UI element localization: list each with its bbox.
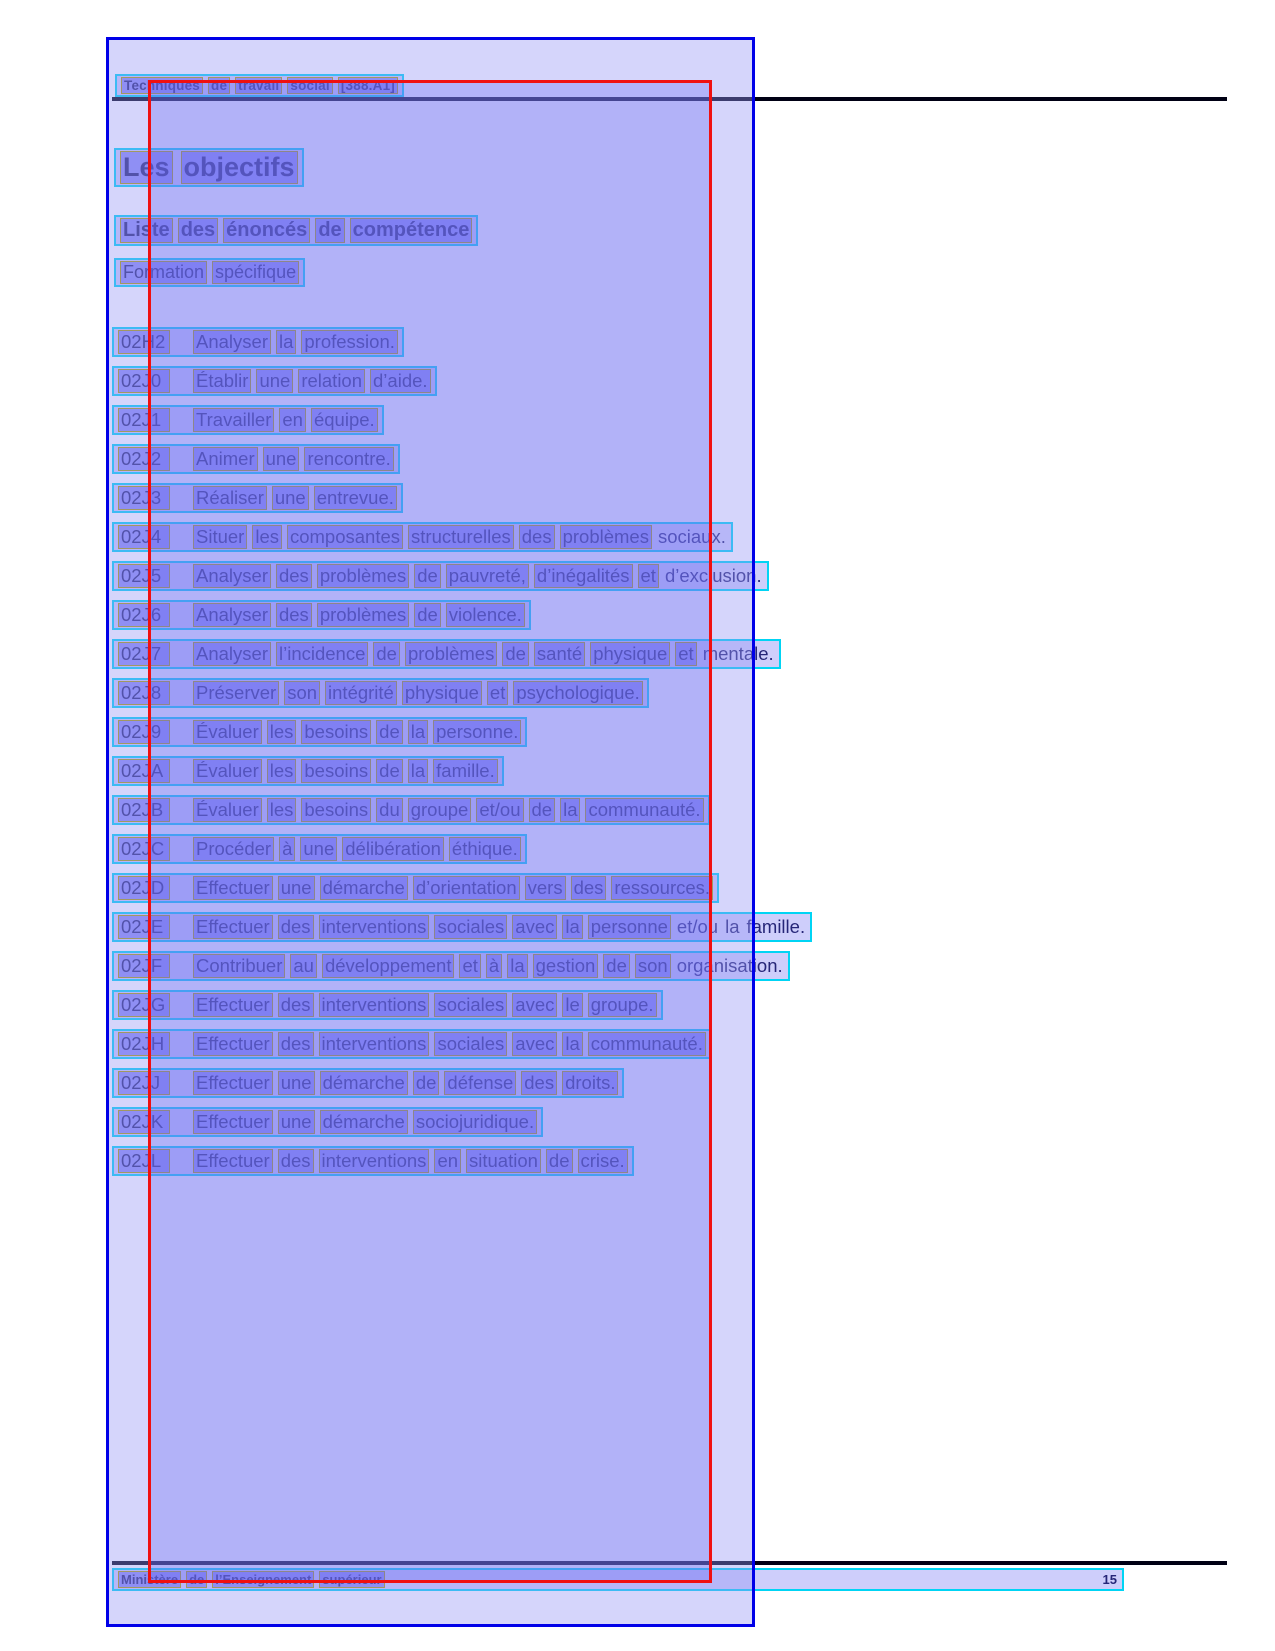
ocr-word-box: l’Enseignement — [212, 1571, 314, 1588]
ocr-word-box: santé — [534, 642, 585, 666]
ocr-word-box: une — [278, 1110, 315, 1134]
competency-code: 02JL — [118, 1149, 170, 1173]
ocr-word-box: démarche — [320, 1071, 408, 1095]
ocr-line-box — [114, 215, 478, 246]
ocr-word-box: communauté. — [588, 1032, 706, 1056]
competency-row — [112, 873, 719, 903]
ocr-word-box: Effectuer — [193, 993, 273, 1017]
ocr-word-box: Contribuer — [193, 954, 285, 978]
competency-code: 02J0 — [118, 369, 170, 393]
ocr-word-box: Établir — [193, 369, 251, 393]
ocr-plain-word: organisation. — [676, 955, 783, 976]
ocr-word-box: Réaliser — [193, 486, 267, 510]
ocr-line-box — [112, 483, 403, 513]
ocr-word-box: de — [208, 77, 230, 94]
ocr-word-box: une — [256, 369, 293, 393]
ocr-word-box: d’inégalités — [534, 564, 633, 588]
competency-code: 02J9 — [118, 720, 170, 744]
ocr-word-box: Préserver — [193, 681, 279, 705]
competency-row — [112, 1068, 624, 1098]
ocr-word-box: travail — [235, 77, 282, 94]
ocr-word-box: intégrité — [325, 681, 397, 705]
ocr-word-box: Évaluer — [193, 798, 262, 822]
ocr-word-box: Effectuer — [193, 1071, 273, 1095]
competency-row — [112, 990, 663, 1020]
ocr-word-box: de — [376, 720, 403, 744]
page-subtitle — [114, 215, 478, 246]
ocr-word-box: composantes — [287, 525, 403, 549]
footer-rule — [112, 1561, 1227, 1565]
ocr-word-box: famille. — [433, 759, 498, 783]
ocr-word-box: et — [459, 954, 480, 978]
ocr-word-box: Effectuer — [193, 876, 273, 900]
ocr-plain-word: la — [725, 916, 740, 937]
ocr-word-box: une — [263, 447, 300, 471]
ocr-word-box: interventions — [319, 1149, 430, 1173]
ocr-line-box — [112, 639, 781, 669]
ocr-word-box: défense — [444, 1071, 516, 1095]
ocr-word-box: besoins — [301, 798, 371, 822]
competency-row — [112, 834, 527, 864]
ocr-word-box: d’orientation — [413, 876, 520, 900]
ocr-line-box — [112, 873, 719, 903]
ocr-word-box: compétence — [350, 218, 473, 243]
page-number: 15 — [1102, 1572, 1117, 1587]
competency-row — [112, 912, 812, 942]
ocr-word-box: délibération — [342, 837, 444, 861]
ocr-word-box: des — [278, 915, 314, 939]
ocr-line-box — [112, 1107, 543, 1137]
ocr-word-box: des — [519, 525, 555, 549]
ocr-word-box: communauté. — [585, 798, 703, 822]
ocr-word-box: Ministère — [118, 1571, 181, 1588]
ocr-word-box: en — [434, 1149, 461, 1173]
header-rule — [112, 97, 1227, 101]
ocr-line-box — [112, 951, 790, 981]
ocr-line-box — [114, 148, 304, 187]
ocr-word-box: des — [278, 1149, 314, 1173]
ocr-word-box: et/ou — [476, 798, 523, 822]
competency-row — [112, 405, 384, 435]
ocr-word-box: des — [178, 218, 218, 243]
competency-row — [112, 951, 790, 981]
ocr-word-box: éthique. — [449, 837, 521, 861]
ocr-word-box: de — [603, 954, 630, 978]
ocr-word-box: une — [278, 876, 315, 900]
ocr-plain-word: d’exclusion. — [664, 565, 762, 586]
ocr-line-box — [112, 678, 649, 708]
ocr-word-box: Évaluer — [193, 759, 262, 783]
ocr-word-box: les — [267, 720, 297, 744]
competency-row — [112, 1107, 543, 1137]
ocr-word-box: la — [560, 798, 580, 822]
competency-row — [112, 756, 504, 786]
ocr-word-box: entrevue. — [314, 486, 397, 510]
ocr-word-box: l’incidence — [276, 642, 368, 666]
ocr-word-box: sociales — [434, 1032, 507, 1056]
ocr-word-box: de — [529, 798, 556, 822]
ocr-word-box: Formation — [120, 261, 207, 284]
ocr-word-box: sociojuridique. — [413, 1110, 537, 1134]
competency-row — [112, 483, 403, 513]
ocr-word-box: la — [562, 915, 582, 939]
ocr-word-box: Effectuer — [193, 1149, 273, 1173]
ocr-word-box: Liste — [120, 218, 173, 243]
page-footer — [112, 1568, 1124, 1591]
ocr-word-box: des — [276, 564, 312, 588]
ocr-line-box — [112, 717, 527, 747]
competency-code: 02JC — [118, 837, 170, 861]
ocr-word-box: groupe — [408, 798, 472, 822]
competency-code: 02J6 — [118, 603, 170, 627]
ocr-word-box: interventions — [319, 993, 430, 1017]
ocr-plain-word: sociaux. — [657, 526, 726, 547]
ocr-word-box: ressources. — [611, 876, 713, 900]
ocr-word-box: équipe. — [311, 408, 378, 432]
page-header — [115, 74, 404, 97]
ocr-line-box — [112, 756, 504, 786]
ocr-word-box: [388.A1] — [338, 77, 398, 94]
ocr-word-box: personne. — [433, 720, 521, 744]
ocr-word-box: vers — [525, 876, 566, 900]
competency-code: 02J7 — [118, 642, 170, 666]
ocr-word-box: de — [546, 1149, 573, 1173]
ocr-word-box: son — [284, 681, 320, 705]
ocr-word-box: de — [376, 759, 403, 783]
ocr-word-box: du — [376, 798, 403, 822]
ocr-word-box: une — [300, 837, 337, 861]
competency-row — [112, 795, 710, 825]
ocr-word-box: relation — [298, 369, 365, 393]
ocr-word-box: physique — [590, 642, 670, 666]
ocr-line-box — [112, 1568, 1124, 1591]
competency-row — [112, 327, 404, 357]
ocr-word-box: des — [278, 1032, 314, 1056]
ocr-word-box: la — [408, 759, 428, 783]
ocr-word-box: la — [408, 720, 428, 744]
ocr-word-box: avec — [512, 993, 557, 1017]
ocr-word-box: sociales — [434, 915, 507, 939]
ocr-word-box: le — [562, 993, 582, 1017]
ocr-word-box: Analyser — [193, 642, 271, 666]
ocr-line-box — [112, 405, 384, 435]
ocr-word-box: problèmes — [317, 603, 409, 627]
ocr-line-box — [112, 1068, 624, 1098]
ocr-word-box: et — [487, 681, 508, 705]
competency-code: 02JJ — [118, 1071, 170, 1095]
competency-code: 02J8 — [118, 681, 170, 705]
ocr-word-box: des — [521, 1071, 557, 1095]
competency-row — [112, 1029, 712, 1059]
competency-code: 02J1 — [118, 408, 170, 432]
ocr-plain-word: et/ou — [676, 916, 719, 937]
ocr-word-box: des — [276, 603, 312, 627]
ocr-word-box: profession. — [301, 330, 398, 354]
ocr-word-box: groupe. — [588, 993, 657, 1017]
ocr-word-box: des — [571, 876, 607, 900]
competency-row — [112, 1146, 634, 1176]
competency-row — [112, 678, 649, 708]
competency-code: 02JF — [118, 954, 170, 978]
ocr-plain-word: famille. — [746, 916, 806, 937]
ocr-word-box: énoncés — [223, 218, 310, 243]
ocr-word-box: Analyser — [193, 330, 271, 354]
ocr-line-box — [114, 258, 305, 287]
ocr-word-box: une — [278, 1071, 315, 1095]
ocr-word-box: d’aide. — [370, 369, 431, 393]
ocr-word-box: spécifique — [212, 261, 299, 284]
competency-code: 02JA — [118, 759, 170, 783]
ocr-line-box — [112, 444, 400, 474]
competency-code: 02JK — [118, 1110, 170, 1134]
ocr-word-box: de — [315, 218, 344, 243]
ocr-word-box: problèmes — [317, 564, 409, 588]
ocr-line-box — [112, 1029, 712, 1059]
ocr-word-box: supérieur — [319, 1571, 384, 1588]
competency-code: 02H2 — [118, 330, 170, 354]
ocr-word-box: en — [279, 408, 306, 432]
ocr-word-box: une — [272, 486, 309, 510]
ocr-word-box: de — [414, 603, 441, 627]
competency-row — [112, 444, 400, 474]
ocr-line-box — [112, 327, 404, 357]
ocr-word-box: et — [638, 564, 659, 588]
page-title — [114, 148, 304, 187]
ocr-line-box — [112, 912, 812, 942]
competency-row — [112, 639, 781, 669]
ocr-word-box: des — [278, 993, 314, 1017]
ocr-word-box: la — [276, 330, 296, 354]
ocr-line-box — [112, 834, 527, 864]
ocr-word-box: Procéder — [193, 837, 274, 861]
ocr-word-box: Animer — [193, 447, 258, 471]
ocr-word-box: démarche — [320, 876, 408, 900]
competency-code: 02J4 — [118, 525, 170, 549]
ocr-word-box: physique — [402, 681, 482, 705]
competency-row — [112, 600, 531, 630]
ocr-word-box: Effectuer — [193, 1032, 273, 1056]
ocr-word-box: objectifs — [181, 151, 298, 184]
competency-code: 02JD — [118, 876, 170, 900]
ocr-word-box: situation — [466, 1149, 541, 1173]
ocr-word-box: les — [267, 759, 297, 783]
ocr-word-box: Analyser — [193, 564, 271, 588]
ocr-word-box: Les — [120, 151, 173, 184]
competency-code: 02J3 — [118, 486, 170, 510]
ocr-word-box: de — [186, 1571, 207, 1588]
ocr-line-box — [112, 600, 531, 630]
ocr-word-box: de — [413, 1071, 440, 1095]
ocr-word-box: psychologique. — [513, 681, 642, 705]
ocr-word-box: à — [279, 837, 295, 861]
competency-row — [112, 522, 733, 552]
section-label — [114, 258, 305, 287]
ocr-word-box: de — [502, 642, 529, 666]
ocr-word-box: avec — [512, 1032, 557, 1056]
ocr-word-box: structurelles — [408, 525, 514, 549]
ocr-word-box: Techniques — [121, 77, 203, 94]
ocr-word-box: rencontre. — [304, 447, 393, 471]
annotation-region-box-red — [148, 80, 712, 1583]
ocr-word-box: violence. — [446, 603, 525, 627]
ocr-word-box: Situer — [193, 525, 247, 549]
ocr-word-box: les — [252, 525, 282, 549]
ocr-word-box: Effectuer — [193, 1110, 273, 1134]
competency-row — [112, 561, 769, 591]
ocr-word-box: avec — [512, 915, 557, 939]
ocr-line-box — [112, 990, 663, 1020]
ocr-word-box: à — [486, 954, 502, 978]
ocr-word-box: sociales — [434, 993, 507, 1017]
ocr-word-box: la — [507, 954, 527, 978]
competency-row — [112, 717, 527, 747]
ocr-word-box: les — [267, 798, 297, 822]
ocr-word-box: Effectuer — [193, 915, 273, 939]
ocr-word-box: au — [290, 954, 317, 978]
ocr-word-box: pauvreté, — [446, 564, 529, 588]
ocr-word-box: interventions — [319, 1032, 430, 1056]
ocr-line-box — [112, 1146, 634, 1176]
ocr-word-box: Analyser — [193, 603, 271, 627]
ocr-word-box: de — [373, 642, 400, 666]
competency-code: 02JB — [118, 798, 170, 822]
competency-code: 02J2 — [118, 447, 170, 471]
ocr-word-box: son — [635, 954, 671, 978]
ocr-line-box — [112, 366, 437, 396]
ocr-plain-word: mentale. — [702, 643, 774, 664]
ocr-line-box — [112, 561, 769, 591]
ocr-word-box: problèmes — [405, 642, 497, 666]
competency-code: 02JG — [118, 993, 170, 1017]
ocr-word-box: besoins — [301, 759, 371, 783]
ocr-word-box: démarche — [320, 1110, 408, 1134]
ocr-word-box: droits. — [562, 1071, 618, 1095]
ocr-word-box: et — [675, 642, 696, 666]
ocr-line-box — [112, 522, 733, 552]
competency-code: 02J5 — [118, 564, 170, 588]
competency-code: 02JE — [118, 915, 170, 939]
ocr-line-box — [115, 74, 404, 97]
ocr-word-box: Évaluer — [193, 720, 262, 744]
ocr-word-box: interventions — [319, 915, 430, 939]
ocr-word-box: social — [287, 77, 332, 94]
competency-code: 02JH — [118, 1032, 170, 1056]
ocr-word-box: besoins — [301, 720, 371, 744]
ocr-word-box: la — [562, 1032, 582, 1056]
ocr-word-box: de — [414, 564, 441, 588]
ocr-word-box: développement — [322, 954, 455, 978]
ocr-word-box: crise. — [578, 1149, 628, 1173]
ocr-word-box: Travailler — [193, 408, 274, 432]
ocr-word-box: problèmes — [560, 525, 652, 549]
competency-row — [112, 366, 437, 396]
ocr-word-box: personne — [588, 915, 671, 939]
ocr-line-box — [112, 795, 710, 825]
ocr-word-box: gestion — [533, 954, 599, 978]
